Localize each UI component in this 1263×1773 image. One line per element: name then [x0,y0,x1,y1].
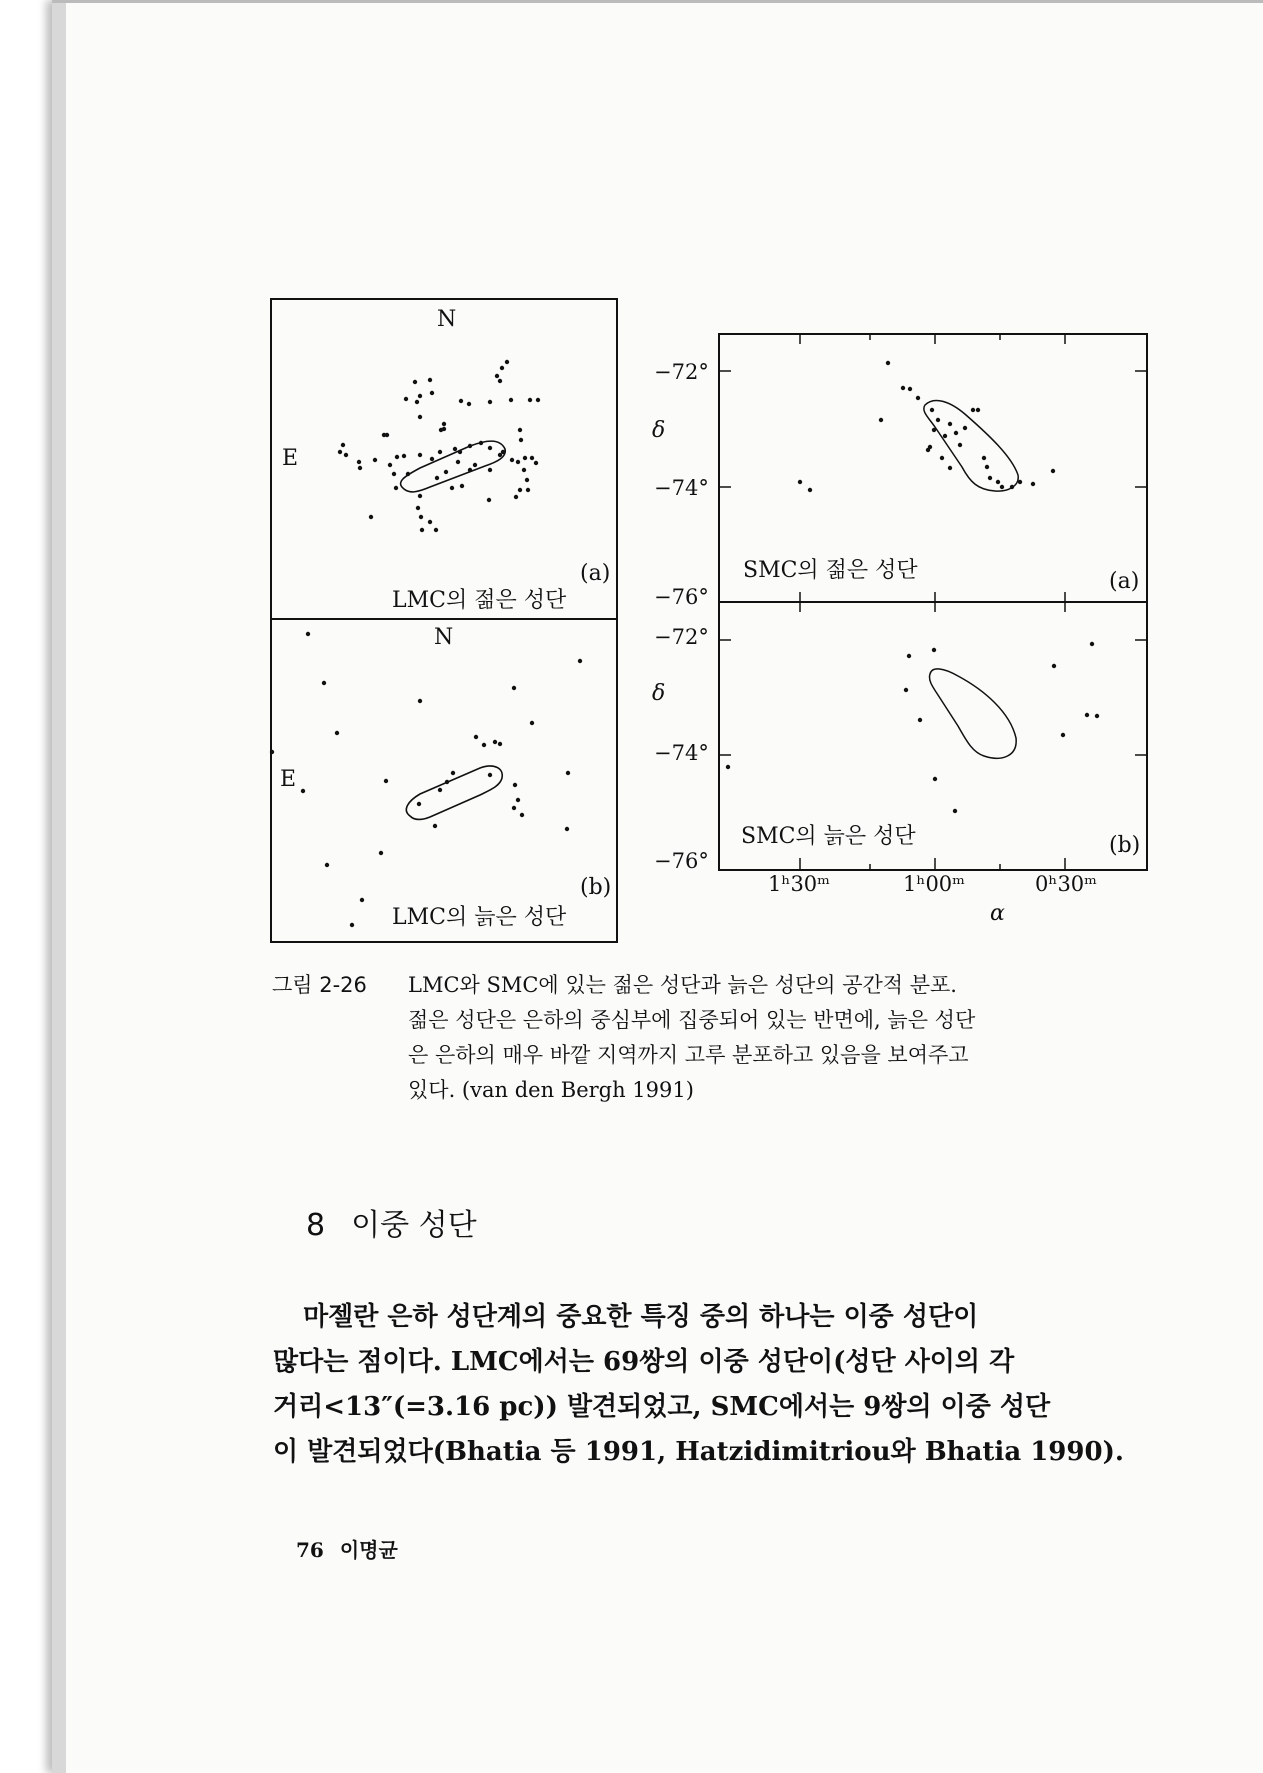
lmc-young-cluster-dot [394,486,398,490]
dec-axis-label-bottom: δ [652,681,666,706]
lmc-young-panel [271,299,617,619]
lmc-young-cluster-dot [415,400,419,404]
smc-young-cluster-dot [926,448,930,452]
lmc-old-cluster-dot [488,773,492,777]
lmc-old-cluster-dot [512,686,516,690]
ra-axis-label: α [990,901,1005,926]
lmc-young-cluster-dot [488,446,492,450]
lmc-young-cluster-dot [488,468,492,472]
lmc-old-panel-label: (b) [580,875,612,900]
lmc-young-cluster-dot [430,391,434,395]
lmc-young-cluster-dot [369,515,373,519]
lmc-young-cluster-dot [382,433,386,437]
lmc-young-east: E [282,446,299,471]
ra-tick-1h00m: 1ʰ00ᵐ [903,872,966,896]
caption-label: 그림 2-26 [272,973,367,997]
smc-young-cluster-dot [932,428,936,432]
lmc-young-cluster-dot [500,366,504,370]
smc-young-cluster-dot [798,480,802,484]
lmc-young-cluster-dot [388,463,392,467]
lmc-young-cluster-dot [523,456,527,460]
ra-tick-1h30m: 1ʰ30ᵐ [768,872,831,896]
lmc-old-cluster-dot [384,779,388,783]
smc-old-cluster-dot [1052,664,1056,668]
lmc-old-cluster-dot [513,783,517,787]
caption-line-2: 젊은 성단은 은하의 중심부에 집중되어 있는 반면에, 늙은 성단 [408,1008,976,1032]
lmc-old-cluster-dot [360,898,364,902]
lmc-young-cluster-dot [402,454,406,458]
lmc-old-cluster-dot [417,802,421,806]
lmc-old-cluster-dot [322,681,326,685]
lmc-old-cluster-dot [530,721,534,725]
lmc-young-cluster-dot [459,399,463,403]
lmc-young-cluster-dot [434,528,438,532]
smc-young-cluster-dot [908,387,912,391]
lmc-young-cluster-dot [530,456,534,460]
smc-young-cluster-dot [808,488,812,492]
smc-old-cluster-dot [1061,733,1065,737]
lmc-young-cluster-dot [435,476,439,480]
lmc-young-cluster-dot [516,460,520,464]
smc-young-cluster-dot [1031,482,1035,486]
smc-young-cluster-dot [1010,485,1014,489]
caption-line-4: 있다. (van den Bergh 1991) [408,1078,694,1102]
lmc-young-cluster-dot [501,450,505,454]
smc-young-cluster-dot [948,422,952,426]
lmc-old-cluster-dot [325,863,329,867]
lmc-old-cluster-dot [418,699,422,703]
lmc-young-north: N [437,307,457,332]
lmc-old-cluster-dot [445,780,449,784]
lmc-old-cluster-dot [493,740,497,744]
smc-old-cluster-dot [933,777,937,781]
section-number: 8 [306,1208,326,1243]
page-number: 76 [296,1538,324,1562]
smc-young-panel-label: (a) [1109,569,1140,594]
lmc-young-cluster-dot [453,447,457,451]
lmc-old-north: N [434,625,454,650]
smc-young-cluster-dot [916,396,920,400]
lmc-old-cluster-dots [270,632,582,927]
smc-young-cluster-dot [982,456,986,460]
smc-old-cluster-dot [904,688,908,692]
smc-old-cluster-dot [918,718,922,722]
lmc-young-cluster-dots [338,360,540,532]
lmc-young-cluster-dot [510,458,514,462]
lmc-young-cluster-dot [442,422,446,426]
lmc-young-cluster-dot [418,394,422,398]
lmc-old-cluster-dot [474,735,478,739]
dec-tick-bottom-74: −74° [654,741,709,765]
lmc-young-cluster-dot [450,486,454,490]
body-line-3: 거리<13″(=3.16 pc)) 발견되었고, SMC에서는 9쌍의 이중 성단 [273,1392,1051,1422]
smc-young-cluster-dot [1018,480,1022,484]
smc-old-cluster-dots [726,642,1099,813]
lmc-old-panel [271,619,617,942]
ra-tick-0h30m: 0ʰ30ᵐ [1035,872,1098,896]
smc-young-cluster-dot [943,434,947,438]
lmc-young-title: LMC의 젊은 성단 [392,588,567,613]
lmc-young-cluster-dot [419,515,423,519]
lmc-old-cluster-dot [482,743,486,747]
dec-tick-bottom-76: −76° [654,849,709,873]
body-paragraph [273,1295,1158,1475]
lmc-young-cluster-dot [438,450,442,454]
smc-young-cluster-dot [879,418,883,422]
section-title-text: 이중 성단 [351,1208,477,1243]
lmc-young-cluster-dot [344,453,348,457]
smc-young-cluster-dot [936,418,940,422]
lmc-young-cluster-dot [522,468,526,472]
dec-tick-top-74: −74° [654,476,709,500]
smc-young-cluster-dot [948,466,952,470]
lmc-old-cluster-dot [379,851,383,855]
smc-young-bar-outline [924,400,1018,491]
dec-tick-top-76: −76° [654,585,709,609]
smc-young-cluster-dot [886,361,890,365]
caption-line-1: LMC와 SMC에 있는 젊은 성단과 늙은 성단의 공간적 분포. [408,973,957,997]
lmc-young-panel-label: (a) [580,561,611,586]
smc-young-cluster-dot [971,408,975,412]
smc-old-cluster-dot [1095,714,1099,718]
lmc-young-cluster-dot [341,443,345,447]
lmc-young-cluster-dot [406,472,410,476]
lmc-young-cluster-dot [467,402,471,406]
lmc-young-cluster-dot [460,484,464,488]
lmc-young-cluster-dot [468,444,472,448]
lmc-old-cluster-dot [578,659,582,663]
smc-young-cluster-dot [940,456,944,460]
smc-young-cluster-dot [1051,469,1055,473]
lmc-old-cluster-dot [433,824,437,828]
lmc-old-cluster-dot [565,827,569,831]
smc-young-cluster-dot [985,465,989,469]
author-name: 이명균 [339,1538,398,1562]
lmc-young-cluster-dot [488,400,492,404]
lmc-young-cluster-dot [526,488,530,492]
smc-old-title: SMC의 늙은 성단 [741,824,916,849]
lmc-young-cluster-dot [505,360,509,364]
smc-young-cluster-dot [996,480,1000,484]
lmc-young-cluster-dot [373,458,377,462]
lmc-young-cluster-dot [536,398,540,402]
lmc-old-cluster-dot [335,731,339,735]
body-line-1: 마젤란 은하 성단계의 중요한 특징 중의 하나는 이중 성단이 [303,1302,979,1332]
lmc-young-cluster-dot [479,441,483,445]
lmc-young-cluster-dot [418,453,422,457]
smc-young-title: SMC의 젊은 성단 [743,558,918,583]
smc-old-bar-outline [929,669,1016,758]
lmc-old-cluster-dot [520,813,524,817]
lmc-young-cluster-dot [519,438,523,442]
section-heading [306,1200,477,1244]
lmc-young-cluster-dot [495,374,499,378]
lmc-young-cluster-dot [528,398,532,402]
smc-old-panel-label: (b) [1109,833,1141,858]
lmc-old-cluster-dot [438,788,442,792]
lmc-old-cluster-dot [516,798,520,802]
lmc-young-cluster-dot [518,488,522,492]
lmc-young-cluster-dot [473,463,477,467]
lmc-old-cluster-dot [301,789,305,793]
lmc-young-cluster-dot [518,428,522,432]
smc-old-cluster-dot [1090,642,1094,646]
smc-young-cluster-dot [976,408,980,412]
lmc-young-cluster-dot [428,520,432,524]
body-line-4: 이 발견되었다(Bhatia 등 1991, Hatzidimitriou와 Bhatia 1990). [273,1437,1124,1467]
lmc-young-cluster-dot [468,468,472,472]
lmc-old-cluster-dot [306,632,310,636]
smc-young-cluster-dot [954,431,958,435]
lmc-young-cluster-dot [357,460,361,464]
lmc-old-east: E [280,767,297,792]
lmc-young-cluster-dot [534,461,538,465]
lmc-young-cluster-dot [338,450,342,454]
lmc-old-cluster-dot [566,771,570,775]
lmc-young-cluster-dot [418,494,422,498]
lmc-old-title: LMC의 늙은 성단 [392,905,567,930]
caption-line-3: 은 은하의 매우 바깥 지역까지 고루 분포하고 있음을 보여주고 [408,1043,969,1067]
lmc-young-cluster-dot [487,498,491,502]
lmc-young-cluster-dot [420,528,424,532]
smc-young-cluster-dot [901,386,905,390]
lmc-young-cluster-dot [392,472,396,476]
lmc-young-cluster-dot [498,379,502,383]
smc-young-cluster-dot [1000,485,1004,489]
lmc-young-cluster-dot [413,380,417,384]
smc-old-cluster-dot [1085,713,1089,717]
smc-old-cluster-dot [907,654,911,658]
lmc-old-cluster-dot [512,806,516,810]
page-footer [296,1534,398,1563]
lmc-young-cluster-dot [444,470,448,474]
lmc-young-cluster-dot [418,415,422,419]
dec-axis-label-top: δ [652,418,666,443]
lmc-young-cluster-dot [509,398,513,402]
smc-young-cluster-dot [963,426,967,430]
lmc-young-cluster-dot [442,427,446,431]
smc-young-cluster-dot [988,476,992,480]
lmc-young-cluster-dot [428,378,432,382]
lmc-old-cluster-dot [451,771,455,775]
smc-young-cluster-dot [958,443,962,447]
lmc-young-cluster-dot [458,450,462,454]
smc-old-cluster-dot [953,809,957,813]
lmc-young-cluster-dot [456,460,460,464]
smc-old-cluster-dot [726,765,730,769]
lmc-young-cluster-dot [525,478,529,482]
dec-tick-top-72: −72° [654,360,709,384]
smc-young-cluster-dot [930,408,934,412]
smc-old-cluster-dot [932,648,936,652]
lmc-young-cluster-dot [404,397,408,401]
lmc-young-cluster-dot [416,506,420,510]
dec-tick-bottom-72: −72° [654,625,709,649]
lmc-young-cluster-dot [358,466,362,470]
lmc-old-cluster-dot [270,750,274,754]
lmc-young-cluster-dot [514,495,518,499]
lmc-young-cluster-dot [430,457,434,461]
body-line-2: 많다는 점이다. LMC에서는 69쌍의 이중 성단이(성단 사이의 각 [273,1347,1015,1377]
lmc-young-cluster-dot [395,455,399,459]
lmc-old-cluster-dot [350,923,354,927]
lmc-old-cluster-dot [498,742,502,746]
